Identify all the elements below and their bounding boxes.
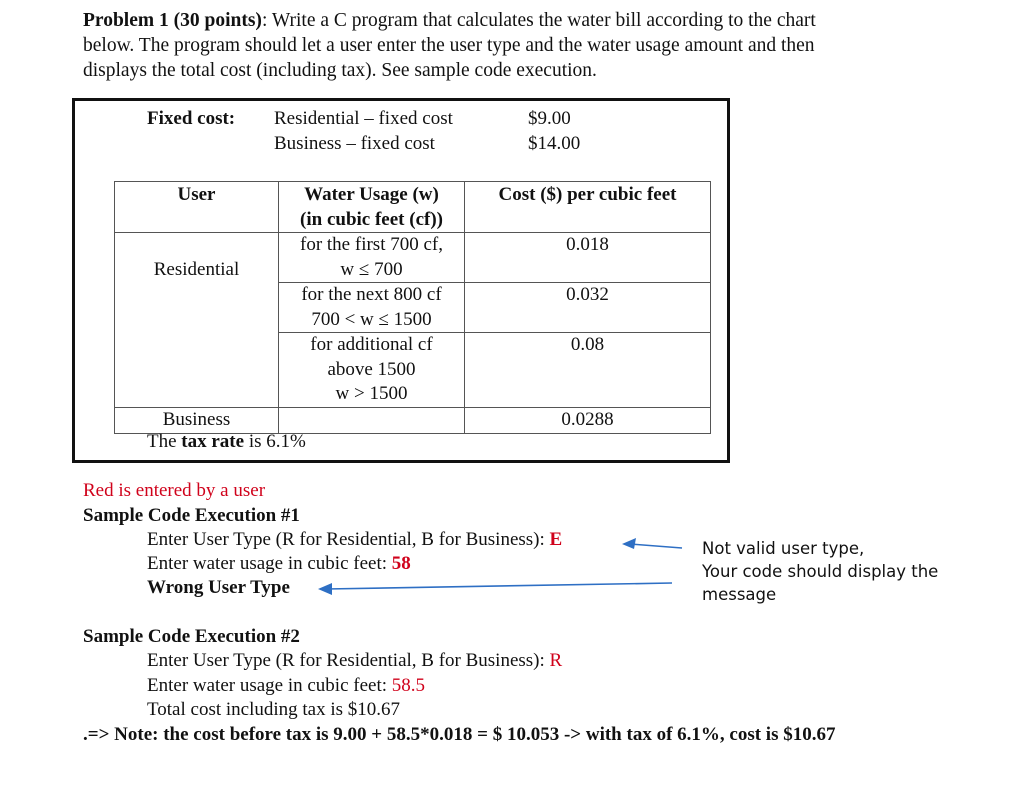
sample-2-usage-input: 58.5: [391, 675, 426, 696]
calculation-note: .=> Note: the cost before tax is 9.00 + 58.5*0.018 = $ 10.053 -> with tax of 6.1%, cost is $10.67: [83, 724, 836, 745]
sample-1-usage-prompt: Enter water usage in cubic feet: 58: [147, 553, 411, 574]
problem-line-1-text: Write a C program that calculates the water bill according to the chart: [267, 10, 816, 31]
tier-1-cost: 0.018: [465, 233, 711, 283]
sample-1-output: Wrong User Type: [147, 577, 290, 598]
header-user: User: [115, 182, 279, 233]
sample-2-usage-prompt: Enter water usage in cubic feet: 58.5: [147, 675, 426, 696]
problem-heading-colon: :: [261, 10, 268, 31]
sample-1-usage-input: 58: [391, 553, 411, 574]
residential-fixed-cost-label: Residential – fixed cost: [274, 108, 453, 129]
arrow-to-type-input-head: [622, 538, 636, 549]
sample-2-output: Total cost including tax is $10.67: [147, 699, 401, 720]
tax-rate-text: The tax rate is 6.1%: [147, 431, 306, 452]
user-input-legend: Red is entered by a user: [83, 480, 266, 501]
header-water-usage: Water Usage (w) (in cubic feet (cf)): [279, 182, 465, 233]
problem-heading: Problem 1 (30 points): [83, 10, 262, 31]
sample-1-title: Sample Code Execution #1: [83, 505, 300, 526]
business-cost-cell: 0.0288: [465, 408, 711, 434]
tier-3-cost: 0.08: [465, 333, 711, 408]
tier-3-usage: for additional cf above 1500 w > 1500: [279, 333, 465, 408]
business-fixed-cost-label: Business – fixed cost: [274, 133, 435, 154]
sample-1-type-input: E: [549, 529, 563, 550]
tier-1-usage: for the first 700 cf, w ≤ 700: [279, 233, 465, 283]
tier-2-usage: for the next 800 cf 700 < w ≤ 1500: [279, 283, 465, 333]
business-fixed-cost-value: $14.00: [528, 133, 581, 154]
residential-fixed-cost-value: $9.00: [528, 108, 571, 129]
invalid-type-annotation: Not valid user type, Your code should display the message: [702, 539, 939, 604]
business-user-cell: Business: [115, 408, 279, 434]
header-cost: Cost ($) per cubic feet: [465, 182, 711, 233]
arrow-to-output: [326, 583, 672, 589]
sample-1-type-prompt: Enter User Type (R for Residential, B for Business): E: [147, 529, 563, 550]
residential-user-label: Residential: [153, 259, 240, 280]
tier-2-cost: 0.032: [465, 283, 711, 333]
fixed-cost-label: Fixed cost:: [147, 108, 236, 129]
arrow-to-output-head: [318, 583, 332, 595]
problem-line-3: displays the total cost (including tax). See sample code execution.: [83, 60, 597, 81]
sample-2-title: Sample Code Execution #2: [83, 626, 300, 647]
arrow-to-type-input: [630, 544, 682, 548]
sample-2-type-prompt: Enter User Type (R for Residential, B for Business): R: [147, 650, 563, 671]
sample-2-type-input: R: [549, 650, 563, 671]
problem-line-2: below. The program should let a user enter the user type and the water usage amount and then: [83, 35, 815, 56]
